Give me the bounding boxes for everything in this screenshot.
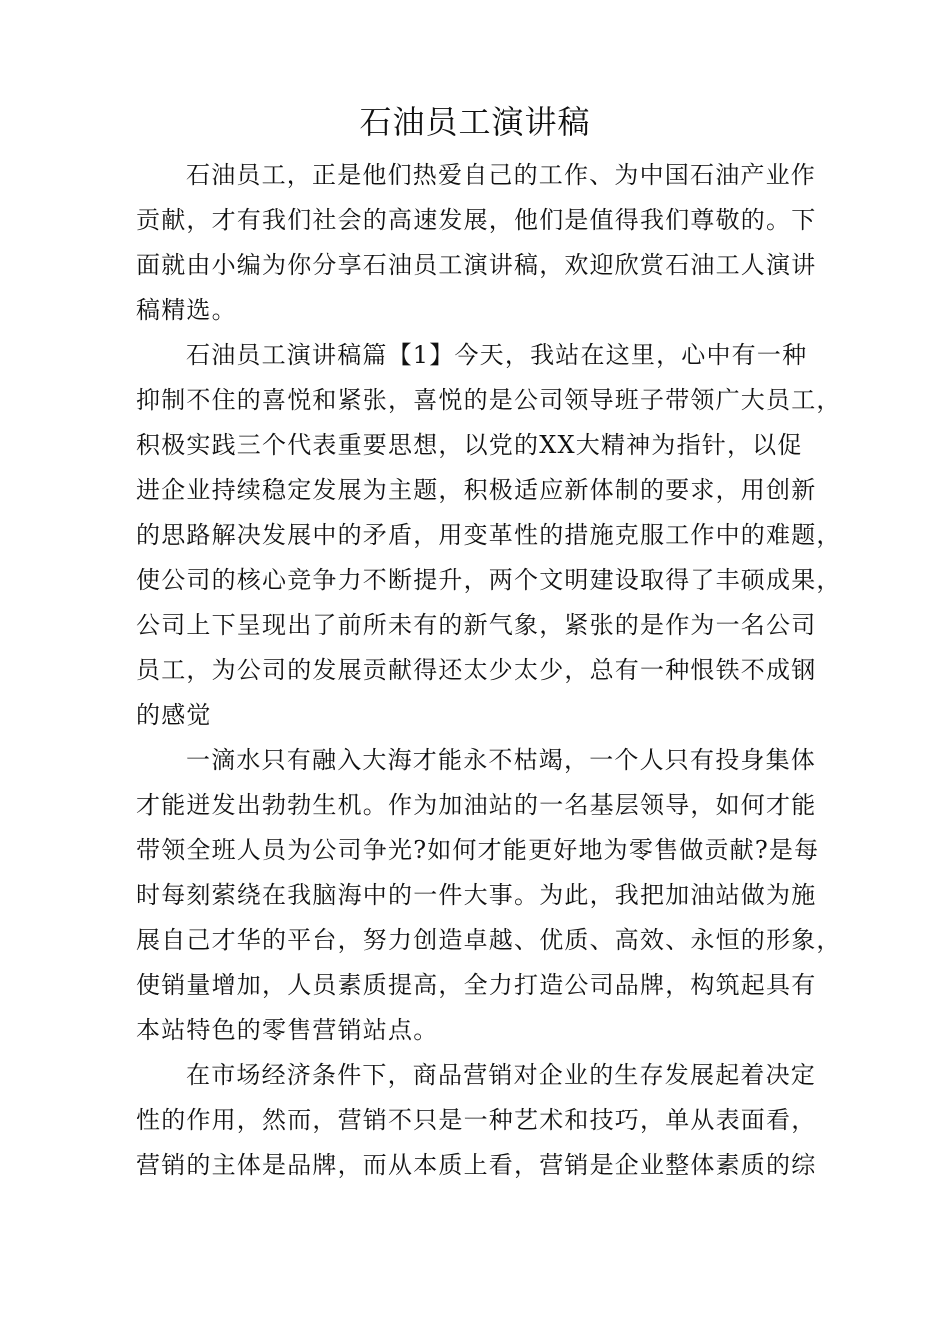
text-line: 抑制不住的喜悦和紧张，喜悦的是公司领导班子带领广大员工， <box>136 386 842 414</box>
text-line: 使公司的核心竞争力不断提升，两个文明建设取得了丰硕成果， <box>136 566 842 594</box>
text-line: 时每刻萦绕在我脑海中的一件大事。为此，我把加油站做为施 <box>136 881 817 909</box>
document-title: 石油员工演讲稿 <box>359 103 591 141</box>
text-line: 使销量增加，人员素质提高，全力打造公司品牌，构筑起具有 <box>136 971 817 999</box>
text-line: 积极实践三个代表重要思想，以党的XX大精神为指针，以促 <box>136 431 803 459</box>
text-line: 营销的主体是品牌，而从本质上看，营销是企业整体素质的综 <box>136 1151 817 1179</box>
text-line: 石油员工演讲稿篇【1】今天，我站在这里，心中有一种 <box>186 341 808 369</box>
text-line: 员工，为公司的发展贡献得还太少太少，总有一种恨铁不成钢 <box>136 656 817 684</box>
text-line: 一滴水只有融入大海才能永不枯竭，一个人只有投身集体 <box>186 746 816 774</box>
text-line: 带领全班人员为公司争光?如何才能更好地为零售做贡献?是每 <box>136 836 820 864</box>
text-line: 进企业持续稳定发展为主题，积极适应新体制的要求，用创新 <box>136 476 817 504</box>
text-line: 才能迸发出勃勃生机。作为加油站的一名基层领导，如何才能 <box>136 791 817 819</box>
text-line: 稿精选。 <box>136 296 237 324</box>
text-line: 本站特色的零售营销站点。 <box>136 1016 439 1044</box>
text-line: 面就由小编为你分享石油员工演讲稿，欢迎欣赏石油工人演讲 <box>136 251 817 279</box>
text-line: 石油员工，正是他们热爱自己的工作、为中国石油产业作 <box>186 161 816 189</box>
text-line: 的思路解决发展中的矛盾，用变革性的措施克服工作中的难题， <box>136 521 842 549</box>
text-line: 的感觉 <box>136 701 212 729</box>
text-line: 性的作用，然而，营销不只是一种艺术和技巧，单从表面看， <box>136 1106 817 1134</box>
text-line: 展自己才华的平台，努力创造卓越、优质、高效、永恒的形象， <box>136 926 842 954</box>
text-line: 公司上下呈现出了前所未有的新气象，紧张的是作为一名公司 <box>136 611 817 639</box>
text-line: 在市场经济条件下，商品营销对企业的生存发展起着决定 <box>186 1061 816 1089</box>
text-line: 贡献，才有我们社会的高速发展，他们是值得我们尊敬的。下 <box>136 206 817 234</box>
